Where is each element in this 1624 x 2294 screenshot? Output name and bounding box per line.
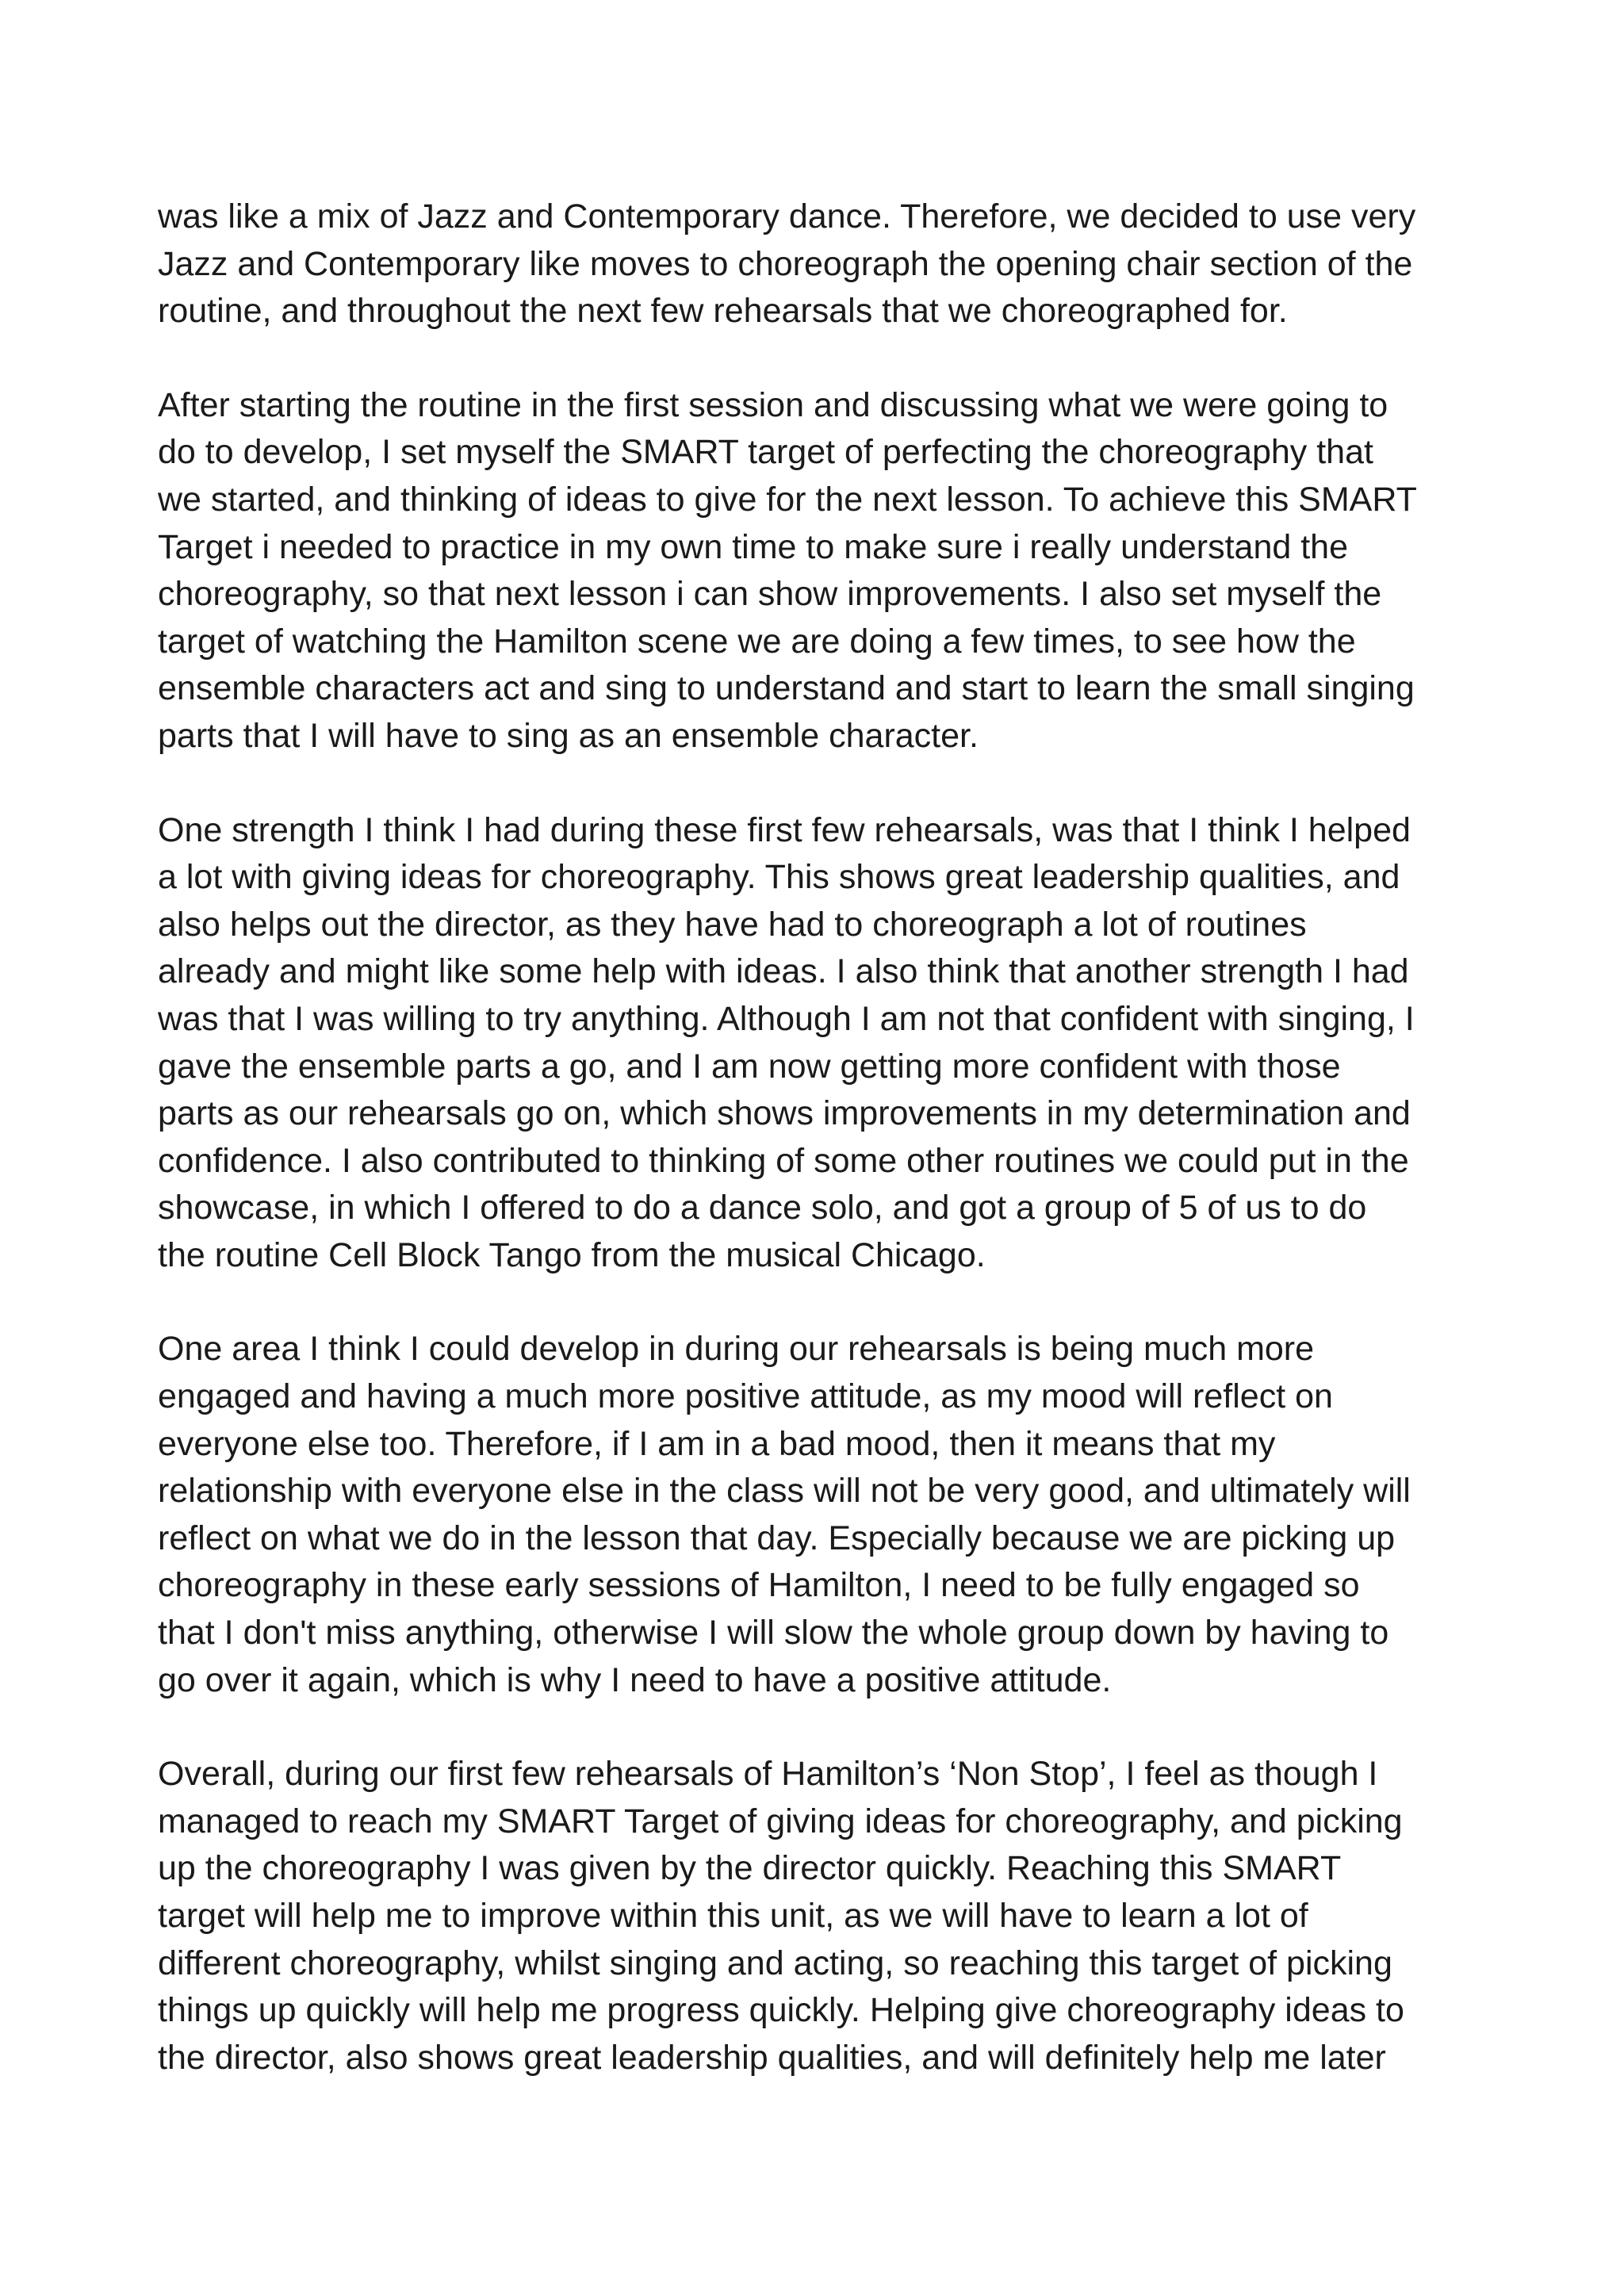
paragraph-overall [158, 1751, 1490, 2081]
text-line: everyone else too. Therefore, if I am in a bad mood, then it means that my [158, 1424, 1276, 1463]
text-line: target will help me to improve within this unit, as we will have to learn a lot of [158, 1897, 1308, 1935]
text-line: One strength I think I had during these first few rehearsals, was that I think I helped [158, 810, 1411, 849]
text-line: engaged and having a much more positive attitude, as my mood will reflect on [158, 1377, 1333, 1416]
text-line: different choreography, whilst singing and acting, so reaching this target of picking [158, 1944, 1392, 1982]
paragraph-jazz-contemporary [158, 193, 1490, 335]
text-line: choreography, so that next lesson i can show improvements. I also set myself the [158, 575, 1382, 614]
text-line: relationship with everyone else in the class will not be very good, and ultimately will [158, 1472, 1411, 1511]
text-line: also helps out the director, as they have had to choreograph a lot of routines [158, 905, 1307, 944]
text-line: we started, and thinking of ideas to give for the next lesson. To achieve this SMART [158, 480, 1417, 519]
text-line: parts that I will have to sing as an ensemble character. [158, 716, 979, 755]
text-line: confidence. I also contributed to thinking of some other routines we could put in the [158, 1141, 1409, 1180]
paragraph-strength [158, 807, 1490, 1280]
text-line: the routine Cell Block Tango from the musical Chicago. [158, 1235, 986, 1274]
text-line: After starting the routine in the first session and discussing what we were going to [158, 385, 1388, 424]
text-line: the director, also shows great leadership qualities, and will definitely help me later [158, 2038, 1386, 2077]
text-line: gave the ensemble parts a go, and I am now getting more confident with those [158, 1047, 1341, 1086]
text-line: up the choreography I was given by the director quickly. Reaching this SMART [158, 1849, 1342, 1888]
text-line: Target i needed to practice in my own time to make sure i really understand the [158, 527, 1348, 566]
text-line: a lot with giving ideas for choreography. This shows great leadership qualities, and [158, 858, 1400, 897]
text-line: that I don't miss anything, otherwise I will slow the whole group down by having to [158, 1614, 1389, 1653]
document-body [158, 193, 1490, 2081]
text-line: parts as our rehearsals go on, which shows improvements in my determination and [158, 1094, 1411, 1133]
text-line: Overall, during our first few rehearsals of Hamilton’s ‘Non Stop’, I feel as though I [158, 1755, 1378, 1794]
text-line: One area I think I could develop in during our rehearsals is being much more [158, 1330, 1315, 1369]
text-line: Jazz and Contemporary like moves to choreograph the opening chair section of the [158, 244, 1413, 283]
text-line: ensemble characters act and sing to understand and start to learn the small singing [158, 669, 1415, 708]
text-line: reflect on what we do in the lesson that day. Especially because we are picking up [158, 1518, 1396, 1557]
text-line: go over it again, which is why I need to have a positive attitude. [158, 1660, 1112, 1699]
text-line: routine, and throughout the next few rehearsals that we choreographed for. [158, 292, 1288, 331]
text-line: already and might like some help with ideas. I also think that another strength I had [158, 952, 1409, 991]
text-line: managed to reach my SMART Target of giving ideas for choreography, and picking [158, 1802, 1403, 1840]
text-line: things up quickly will help me progress quickly. Helping give choreography ideas to [158, 1991, 1404, 2030]
text-line: was like a mix of Jazz and Contemporary dance. Therefore, we decided to use very [158, 197, 1416, 236]
text-line: target of watching the Hamilton scene we are doing a few times, to see how the [158, 622, 1356, 661]
paragraph-smart-target [158, 382, 1490, 760]
text-line: do to develop, I set myself the SMART target of perfecting the choreography that [158, 433, 1373, 472]
text-line: showcase, in which I offered to do a dance solo, and got a group of 5 of us to do [158, 1189, 1367, 1227]
text-line: choreography in these early sessions of Hamilton, I need to be fully engaged so [158, 1566, 1360, 1605]
paragraph-area-to-develop [158, 1326, 1490, 1704]
text-line: was that I was willing to try anything. Although I am not that confident with singing, I [158, 999, 1415, 1038]
